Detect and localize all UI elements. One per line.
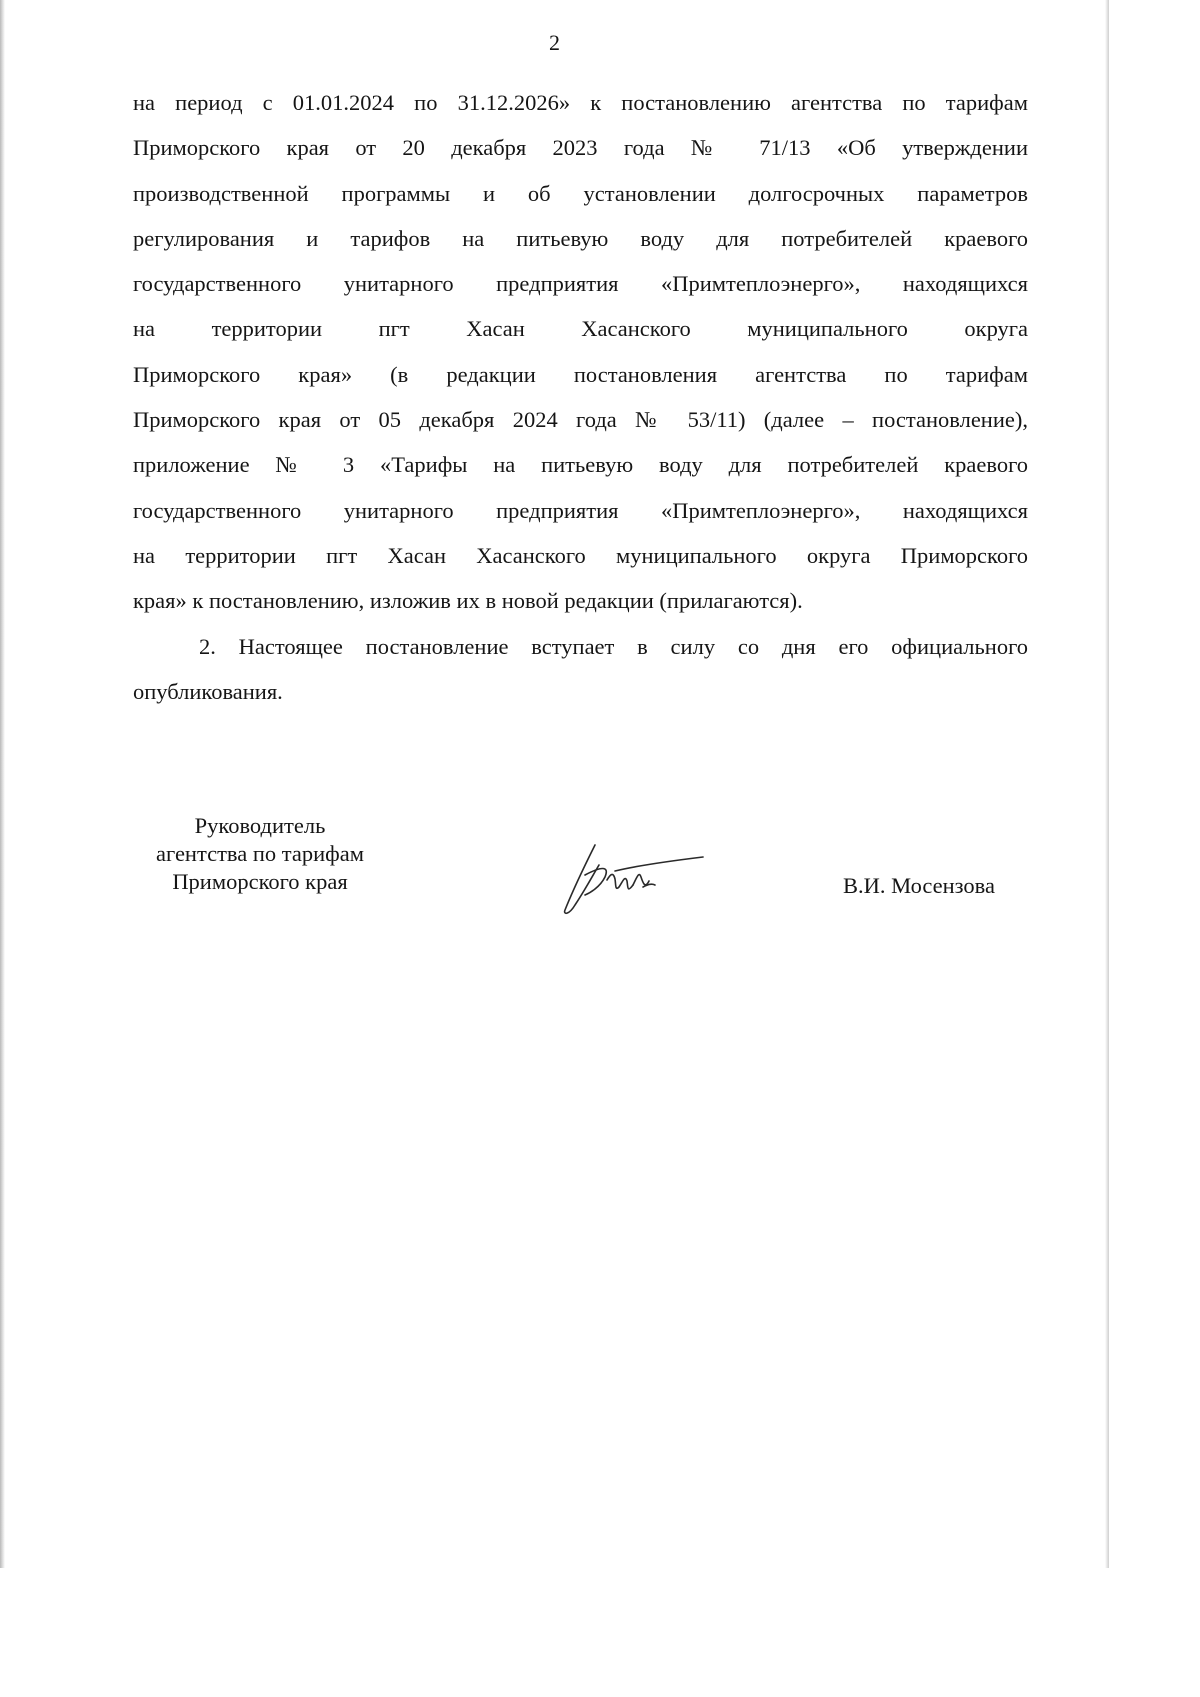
document-body <box>133 80 1028 714</box>
page-number: 2 <box>549 30 560 55</box>
text-line: государственного унитарного предприятия «Примтеплоэнерго», находящихся <box>133 271 1028 297</box>
text-line: на территории пгт Хасан Хасанского муниципального округа <box>133 316 1028 342</box>
text-line: на территории пгт Хасан Хасанского муниципального округа Приморского <box>133 542 1028 568</box>
text-line: приложение № 3 «Тарифы на питьевую воду для потребителей краевого <box>133 452 1028 478</box>
text-line: государственного унитарного предприятия «Примтеплоэнерго», находящихся <box>133 497 1028 523</box>
text-line: Приморского края» (в редакции постановления агентства по тарифам <box>133 361 1028 387</box>
text-line: регулирования и тарифов на питьевую воду для потребителей краевого <box>133 225 1028 251</box>
handwritten-signature <box>555 835 710 920</box>
text-line: края» к постановлению, изложив их в новой редакции (прилагаются). <box>133 588 803 614</box>
text-line: производственной программы и об установлении долгосрочных параметров <box>133 180 1028 206</box>
scan-edge-left <box>0 0 5 1568</box>
signatory-title <box>120 812 400 896</box>
text-line: на период с 01.01.2024 по 31.12.2026» к постановлению агентства по тарифам <box>133 90 1028 115</box>
signatory-title-line: агентства по тарифам <box>156 841 364 866</box>
scan-edge-right <box>1105 0 1109 1568</box>
signatory-title-line: Руководитель <box>194 813 326 838</box>
signatory-name: В.И. Мосензова <box>843 873 995 898</box>
text-line: Приморского края от 05 декабря 2024 года № 53/11) (далее – постановление), <box>133 407 1028 433</box>
text-line: 2. Настоящее постановление вступает в силу со дня его официального <box>199 633 1028 659</box>
paragraph-item-2 <box>133 624 1028 715</box>
text-line: опубликования. <box>133 678 283 704</box>
paragraph-continuation <box>133 80 1028 624</box>
text-line: Приморского края от 20 декабря 2023 года № 71/13 «Об утверждении <box>133 135 1028 161</box>
signatory-title-line: Приморского края <box>172 869 348 894</box>
